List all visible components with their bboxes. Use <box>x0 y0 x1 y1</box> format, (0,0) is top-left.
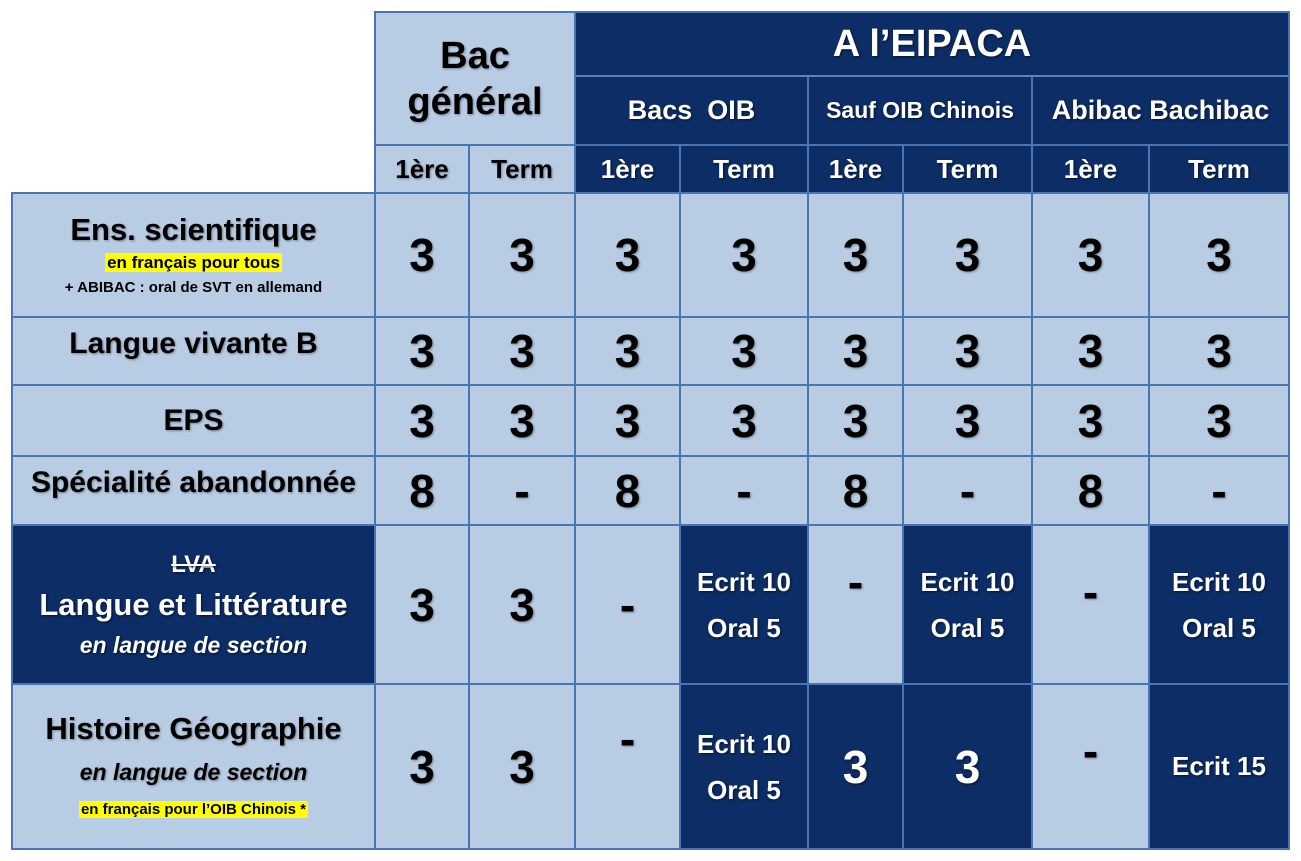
grid-line <box>11 384 1290 386</box>
value-cell: - <box>1032 684 1149 849</box>
value-cell-ecrit-oral: Ecrit 10 Oral 5 <box>903 525 1032 684</box>
value-cell: - <box>1032 525 1149 684</box>
header-bac-general-line2: général <box>407 80 543 123</box>
value-cell: 8 <box>575 456 680 525</box>
grid-line <box>11 192 1290 194</box>
grid-line <box>11 524 1290 526</box>
grid-line <box>1031 76 1033 849</box>
grid-line <box>11 316 1290 318</box>
header-year: 1ère <box>375 145 469 193</box>
value-cell: 3 <box>469 317 575 385</box>
value-cell: 8 <box>375 456 469 525</box>
value-cell: 3 <box>903 385 1032 456</box>
value-cell: 3 <box>575 193 680 317</box>
grid-line <box>574 11 576 849</box>
value-cell: 3 <box>575 385 680 456</box>
highlight-note: en français pour tous <box>107 253 280 272</box>
header-group-oib: Bacs OIB <box>575 76 808 145</box>
value-cell-ecrit-oral: Ecrit 10 Oral 5 <box>1149 525 1289 684</box>
value-cell: - <box>575 525 680 684</box>
value-cell: 3 <box>1032 385 1149 456</box>
grid-line <box>11 683 1290 685</box>
value-cell: - <box>469 456 575 525</box>
grid-line <box>807 76 809 849</box>
header-year: 1ère <box>575 145 680 193</box>
value-cell: 3 <box>1149 193 1289 317</box>
value-cell: 3 <box>469 193 575 317</box>
value-cell: 3 <box>808 317 903 385</box>
grid-line <box>576 75 1288 77</box>
grid-line <box>374 11 376 850</box>
grid-line <box>375 144 1289 146</box>
value-cell-ecrit-oral: Ecrit 10 Oral 5 <box>680 525 808 684</box>
header-year: Term <box>680 145 808 193</box>
value-cell: 8 <box>808 456 903 525</box>
value-cell: - <box>680 456 808 525</box>
row-title-langue-litterature: LVA Langue et Littérature en langue de section <box>12 525 375 684</box>
header-bac-general <box>375 12 575 145</box>
value-cell: 3 <box>1149 317 1289 385</box>
header-eipaca: A l’EIPACA <box>575 12 1289 76</box>
grid-line <box>902 145 904 849</box>
value-cell: 3 <box>375 317 469 385</box>
value-cell: 3 <box>1149 385 1289 456</box>
value-cell-ecrit: Ecrit 15 <box>1149 684 1289 849</box>
value-cell: - <box>1149 456 1289 525</box>
value-cell: 8 <box>1032 456 1149 525</box>
value-cell: 3 <box>903 684 1032 849</box>
grid-line <box>375 11 1290 13</box>
value-cell: - <box>808 525 903 684</box>
grid-line <box>11 455 1290 457</box>
value-cell: 3 <box>375 525 469 684</box>
value-cell: - <box>903 456 1032 525</box>
value-cell-ecrit-oral: Ecrit 10 Oral 5 <box>680 684 808 849</box>
header-group-abibac-bachibac: Abibac Bachibac <box>1032 76 1289 145</box>
header-year: 1ère <box>1032 145 1149 193</box>
row-title-specialite-abandonnee: Spécialité abandonnée <box>12 456 375 525</box>
grid-line <box>1148 145 1150 849</box>
value-cell: - <box>575 684 680 849</box>
value-cell: 3 <box>903 317 1032 385</box>
value-cell: 3 <box>375 684 469 849</box>
value-cell: 3 <box>469 525 575 684</box>
value-cell: 3 <box>1032 193 1149 317</box>
grid-line <box>11 848 1290 850</box>
row-title-histoire-geographie: Histoire Géographie en langue de section en français pour l’OIB Chinois * <box>12 684 375 849</box>
value-cell: 3 <box>808 385 903 456</box>
value-cell: 3 <box>680 317 808 385</box>
header-year: 1ère <box>808 145 903 193</box>
grid-line <box>1288 11 1290 850</box>
value-cell: 3 <box>375 385 469 456</box>
value-cell: 3 <box>808 193 903 317</box>
highlight-note: en français pour l’OIB Chinois * <box>80 800 307 818</box>
header-year: Term <box>469 145 575 193</box>
corner-blank <box>12 12 375 193</box>
header-year: Term <box>1149 145 1289 193</box>
value-cell: 3 <box>808 684 903 849</box>
grid-line <box>468 145 470 849</box>
value-cell: 3 <box>680 193 808 317</box>
value-cell: 3 <box>469 684 575 849</box>
value-cell: 3 <box>375 193 469 317</box>
grid-line <box>11 192 13 850</box>
header-year: Term <box>903 145 1032 193</box>
row-title-eps: EPS <box>12 385 375 456</box>
row-title-ens-scientifique: Ens. scientifique en français pour tous + ABIBAC : oral de SVT en allemand <box>12 193 375 317</box>
value-cell: 3 <box>903 193 1032 317</box>
header-bac-general-line1: Bac <box>440 34 510 77</box>
value-cell: 3 <box>680 385 808 456</box>
row-title-langue-vivante-b: Langue vivante B <box>12 317 375 385</box>
value-cell: 3 <box>469 385 575 456</box>
header-group-sauf-oib-chinois: Sauf OIB Chinois <box>808 76 1032 145</box>
value-cell: 3 <box>575 317 680 385</box>
struck-label: LVA <box>171 550 216 578</box>
value-cell: 3 <box>1032 317 1149 385</box>
grid-line <box>679 145 681 849</box>
